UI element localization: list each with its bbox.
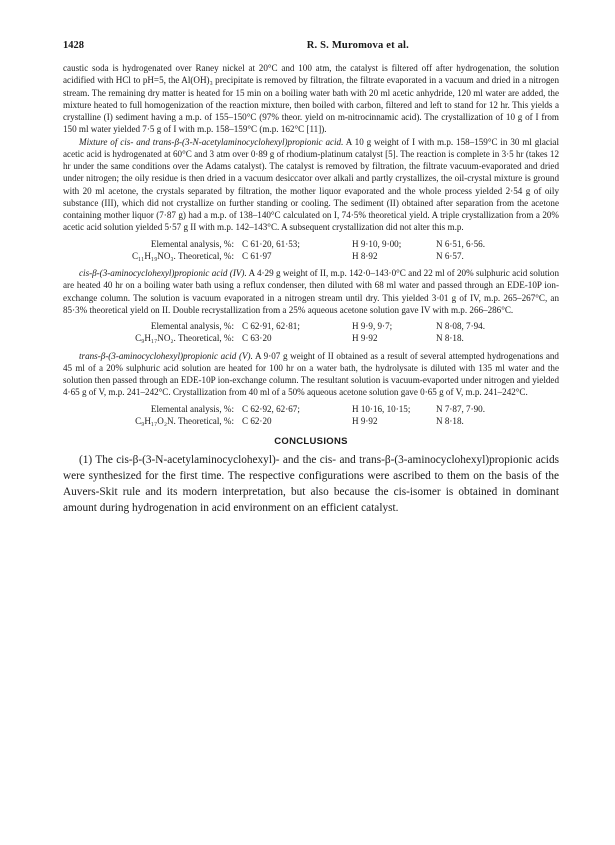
analysis-found-row [63,238,559,250]
analysis-h-value: H 10·16, 10·15; [352,403,411,414]
section-title-cis: cis-β-(3-aminocyclohexyl)propionic acid (IV). [79,268,247,278]
analysis-n-value: N 8·08, 7·94. [436,321,485,331]
theoretical-c-value: C 63·20 [242,333,272,344]
paragraph-mixture-synthesis [63,136,559,234]
theoretical-h-value: H 8·92 [352,250,378,261]
paragraph-trans-body: A 9·07 g weight of II obtained as a result of several attempted hydrogenations and 45 ml of a 20% sulphuric acid solution are heated for 100 hr on a water bath, the hydrolysate is diluted with 135 ml water and the solution then passed through an EDE-10P ion-exchange column. The resultant solution is vacuum-evaported under nitrogen and yielded 4·65 g of V, m.p. 241–242°C. Crystallization from 40 ml of a 50% aqueous acetone solution gave 0·65 g of V, m.p. 241–242°C. [63,350,559,398]
theoretical-h-value: H 9·92 [352,333,378,344]
page-number: 1428 [63,40,84,51]
theoretical-c-value: C 62·20 [242,415,272,426]
analysis-formula: C₁₁H₁₉NO₃. Theoretical, %: [131,250,234,261]
analysis-formula: C₉H₁₇NO₂. Theoretical, %: [135,333,234,344]
elemental-analysis-1 [63,238,559,263]
analysis-c-value: C 61·20, 61·53; [242,238,300,249]
analysis-c-value: C 62·91, 62·81; [242,321,300,331]
theoretical-c-value: C 61·97 [242,250,272,261]
paragraph-trans-acid [63,350,559,399]
analysis-n-value: N 6·51, 6·56. [436,238,485,249]
analysis-theoretical-row [63,415,559,427]
analysis-found-row [63,403,559,415]
journal-page [63,40,559,516]
analysis-label: Elemental analysis, %: [150,238,234,249]
page-header [63,40,559,62]
analysis-h-value: H 9·9, 9·7; [352,321,393,331]
paragraph-mixture-body: A 10 g weight of I with m.p. 158–159°C in 30 ml glacial acetic acid is hydrogenated at 60°C and 3 atm over 0·89 g of rhodium-platinum catalyst [5]. The reaction is complete in 3·5 hr (takes 12 hr under the same conditions over the Adams catalyst). The catalyst is removed by filtration, the filtrate vacuum-evaporated and dried under nitrogen; the oily residue is then dried in a vacuum desiccator over alkali and partly crystallizes, the oil-crystal mixture is ground with 20 ml acetone, the crystals separated by filtration, the mother liquor evaporated and the whole process yielded 2·54 g of oily substance (III), which did not crystallize on further standing or cooling. The sediment (II) obtained after separation from the acetone containing mother liquor (7·87 g) had a m.p. of 138–140°C calculated on I, 74·5% theoretical yield. A triple crystallization from a 20% acetic acid solution yielded 5·57 g II with m.p. 142–143°C. A subsequent crystallization did not alter this m.p. [63,136,559,233]
theoretical-h-value: H 9·92 [352,415,378,426]
running-head-authors: R. S. Muromova et al. [306,40,409,51]
theoretical-n-value: N 6·57. [436,250,464,261]
paragraph-cis-acid [63,267,559,316]
conclusions-heading: CONCLUSIONS [274,436,348,447]
paragraph-continuation: caustic soda is hydrogenated over Raney nickel at 20°C and 100 atm, the catalyst is filtered off after hydrogenation, the solution acidified with HCl to pH=5, the Al(OH)₃ precipitate is removed by filtration, the filtrate evaporated in a vacuum and dried in a nitrogen stream. The remaining dry matter is heated for 15 min on a boiling water bath with 20 ml acetic anhydride, 120 ml water are added, the mixture heated to full homogenization of the reaction mixture, then boiled with carbon, filtered and left to stand for 12 hr. This yields a crystalline (I) sediment having a m.p. of 155–150°C (97% theor. yield on m-nitrocinnamic acid). The crystallization of 10 g of I from 150 ml water yielded 7·5 g of I with m.p. 158–159°C (m.p. 162°C [11]). [63,63,559,135]
elemental-analysis-2 [63,320,559,345]
analysis-found-row [63,320,559,332]
theoretical-n-value: N 8·18. [436,333,464,344]
analysis-h-value: H 9·10, 9·00; [352,238,402,249]
analysis-formula: C₉H₁₇O₂N. Theoretical, %: [135,415,234,426]
analysis-theoretical-row [63,250,559,262]
section-title-trans: trans-β-(3-aminocyclohexyl)propionic acid (V). [79,350,253,361]
analysis-label: Elemental analysis, %: [150,403,234,414]
elemental-analysis-3 [63,403,559,428]
analysis-n-value: N 7·87, 7·90. [436,403,485,414]
analysis-theoretical-row [63,332,559,344]
paragraph-cis-body: A 4·29 g weight of II, m.p. 142·0–143·0°C and 22 ml of 20% sulphuric acid solution are heated 40 hr on a boiling water bath using a reflux condenser, then diluted with 68 ml water and passed through an EDE-10P ion-exchange column. The solution is vacuum evaporated in a nitrogen stream until dry. This yielded 3·01 g of IV, m.p. 265–267°C, an 85·3% theoretical yield on II. Double recrystallization from a 25% aqueous acetone solution gave IV with m.p. 266–286°C. [63,268,559,315]
analysis-label: Elemental analysis, %: [150,321,234,331]
conclusions-paragraph: (1) The cis-β-(3-N-acetylaminocyclohexyl)- and the cis- and trans-β-(3-aminocyclohexyl)propionic acids were synthesized for the first time. The respective configurations were ascribed to them on the basis of the Auvers-Skit rule and its modern interpretation, but also because the cis-isomer is obtained in dominant amount during hydrogenation in acid environment on an efficient catalyst. [63,454,559,514]
section-title-mixture: Mixture of cis- and trans-β-(3-N-acetylaminocyclohexyl)propionic acid. [79,136,344,147]
analysis-c-value: C 62·92, 62·67; [242,403,300,414]
theoretical-n-value: N 8·18. [436,415,464,426]
